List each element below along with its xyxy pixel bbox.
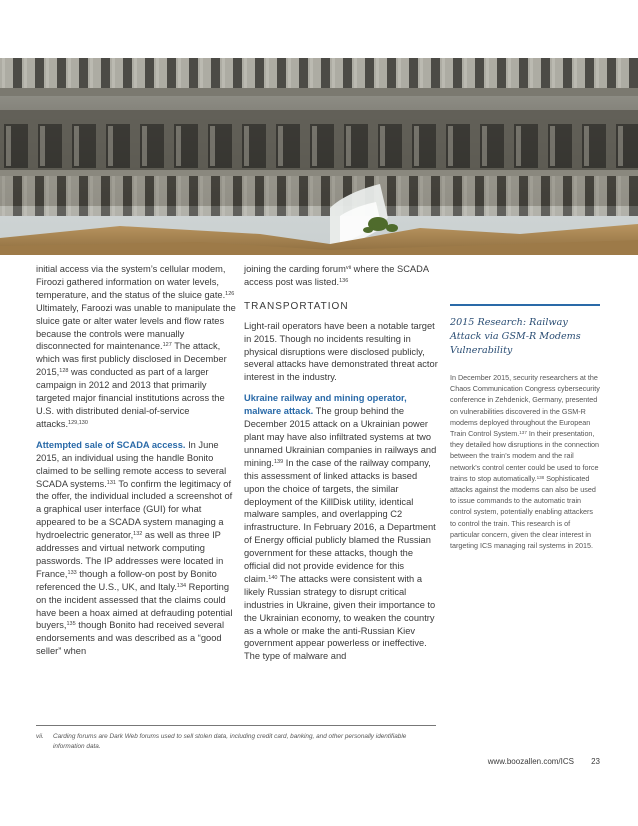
section-heading: TRANSPORTATION <box>244 300 349 312</box>
footnote-text: Carding forums are Dark Web forums used to sell stolen data, including credit card, banking, and other personally identifiable information data. <box>53 733 407 750</box>
footnote-divider <box>36 725 436 726</box>
page-number: 23 <box>591 757 600 766</box>
footnote-number: vii. <box>36 733 44 740</box>
sidebar-title: 2015 Research: Railway Attack via GSM-R Modems Vulnerability <box>450 317 581 356</box>
paragraph: joining the carding forum$^{vii}$ where the SCADA access post was listed.$^{136}$ <box>244 264 429 287</box>
paragraph: Ukraine railway and mining operator, malware attack. The group behind the December 2015 attack on a Ukrainian power plant may have also infiltrated systems at two unnamed Ukrainian companies in railways and mining.$^{139}$ In the case of the railway company, this assessment of linked attacks is based upon the choice of targets, the similar deployment of the KillDisk utility, identical malware samples, and overlapping C2 infrastructure. In February 2016, a Department of Energy official publicly blamed the Russian government for these attacks, though the official did not provide evidence for this claim.$^{140}$ The attacks were consistent with a likely Russian strategy to disrupt critical industries in Ukraine, given their importance to the Ukrainian economy, to weaken the country as a whole or make the anti-Russian Kiev government appear powerless or ineffective. The type of malware and <box>244 393 437 662</box>
paragraph: initial access via the system’s cellular modem, Firoozi gathered information on water levels, temperature, and the status of the sluice gate.$^{126}$ Ultimately, Faroozi was unable to manipulate the sluice gate or alter water levels and flow rates because the controls were manually disconnected for maintenance.$^{127}$ The attack, which was first publicly disclosed in December 2015,$^{128}$ was conducted as part of a larger campaign in 2012 and 2013 that primarily targeted major financial institutions across the U.S. with distributed denial-of-service attacks.$^{129,130}$ <box>36 264 236 429</box>
sidebar-box <box>450 304 600 551</box>
paragraph: Light-rail operators have been a notable target in 2015. Though no incidents resulting in physical disruptions were disclosed publicly, several attacks have demonstrated threat actor interest in the industry. <box>244 320 438 383</box>
sidebar-body: In December 2015, security researchers at the Chaos Communication Congress cybersecurity conference in Zehdenick, Germany, presented on vulnerabilities discovered in the GSM-R modems deployed throughout the European Train Control System.$^{137}$ In their presentation, they detailed how disruptions in the connection between the train’s modem and the rail network’s control center could be used to force trains to stop automatically.$^{138}$ Sophisticated attacks against the modems can also be used to issue commands to the automatic train control system, potentially enabling attackers to control the train. This research is of particular concern, given the clear interest in targeting ICS managing rail systems in 2015. <box>450 373 600 551</box>
dam-spillway-photo <box>0 58 638 255</box>
hero-image <box>0 58 638 255</box>
middle-column <box>244 263 440 663</box>
paragraph: Attempted sale of SCADA access. In June 2015, an individual using the handle Bonito claimed to be selling remote access to several SCADA systems.$^{131}$ To confirm the legitimacy of the offer, the individual included a screenshot of a graphical user interface (GUI) for what appeared to be a SCADA system managing a hydroelectric generator,$^{132}$ as well as three IP addresses and virtual network computing passwords. The IP addresses were located in France,$^{133}$ though a follow-on post by Bonito referenced the U.S., UK, and Italy.$^{134}$ Reporting on the incident assessed that the claims could have been a hoax aimed at defrauding potential buyers,$^{135}$ though Bonito had received several endorsements and was described as a “good seller” when <box>36 439 233 657</box>
paragraph-lead: Ukraine railway and mining operator, malware attack. <box>244 393 407 417</box>
sidebar-rule <box>450 304 600 306</box>
footer-url[interactable]: www.boozallen.com/ICS <box>487 757 574 766</box>
left-column <box>36 263 236 658</box>
footnote <box>36 732 436 751</box>
paragraph-lead: Attempted sale of SCADA access. <box>36 439 186 450</box>
